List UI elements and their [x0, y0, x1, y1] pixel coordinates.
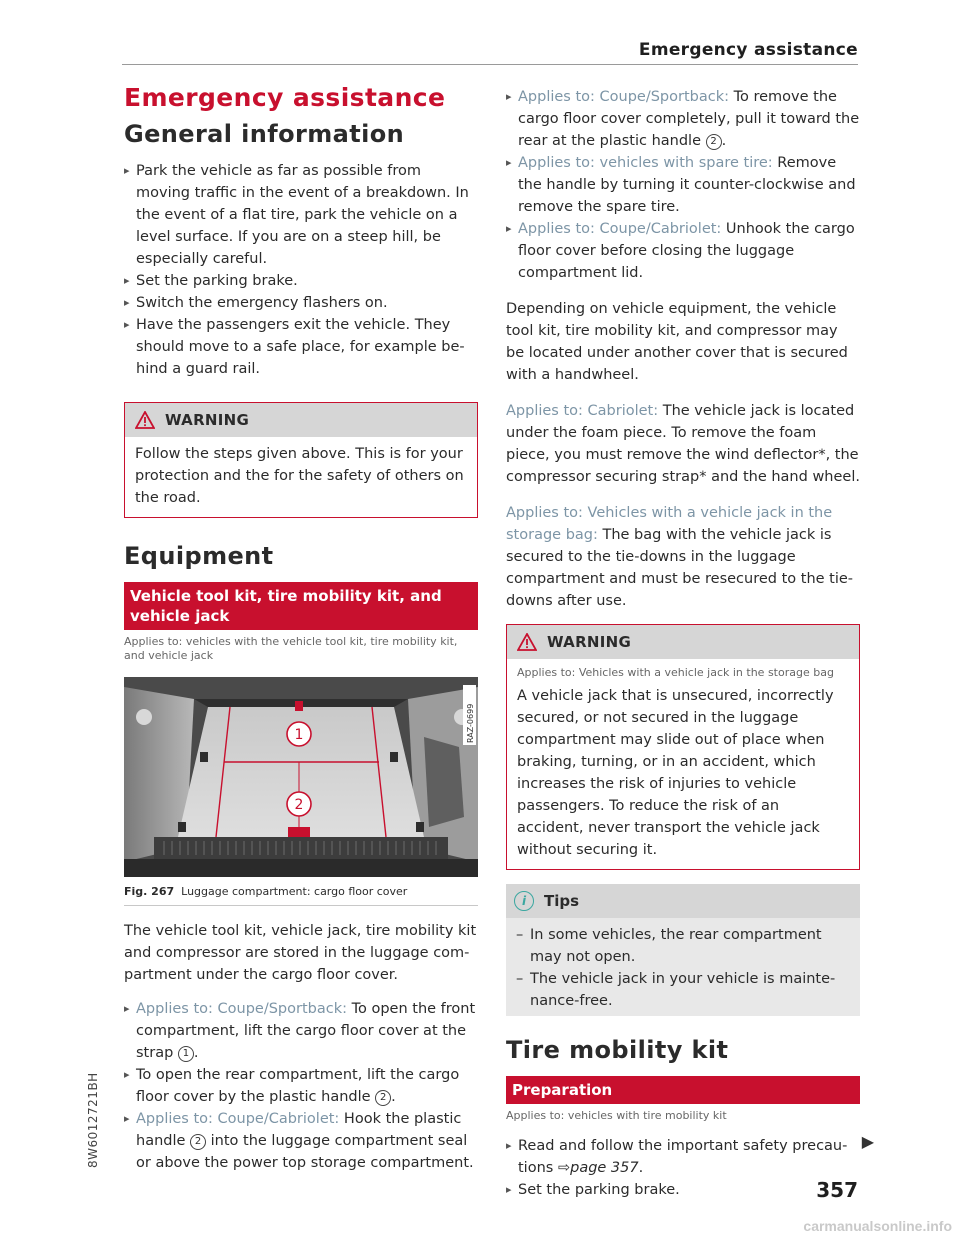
- paragraph-storage: The vehicle tool kit, vehicle jack, tire mobility kit and compressor are stored in the luggage compartment under the cargo floor cover.: [124, 923, 477, 983]
- paragraph-depending: Depending on vehicle equipment, the vehicle tool kit, tire mobility kit, and compressor may be located under another cover that is secured with a handwheel.: [506, 301, 848, 383]
- warning-header: [507, 625, 859, 659]
- callout-2-label: 2: [294, 797, 304, 813]
- warning-body: [507, 659, 859, 869]
- page-number: 357: [816, 1178, 858, 1202]
- applies-label: Applies to: Coupe/Cabriolet:: [136, 1111, 340, 1127]
- step-text: .: [391, 1089, 396, 1105]
- callout-2: [287, 792, 311, 816]
- tips-header: [506, 884, 860, 918]
- page-ref-arrow-icon: ⇨: [557, 1160, 571, 1176]
- step-text: Unhook the cargo floor cover before closing the luggage compartment lid.: [518, 221, 855, 281]
- warning-box: [124, 402, 478, 518]
- callout-1: [287, 722, 311, 746]
- continue-arrow-icon: ▶: [861, 1132, 874, 1151]
- warning-body: Follow the steps given above. This is for your protection and the for the safety of others on the road.: [135, 446, 464, 506]
- figure-code: RAZ-0699: [466, 703, 475, 743]
- right-column: [506, 86, 860, 1201]
- figure-luggage-compartment: [124, 677, 478, 877]
- paragraph-text: The vehicle jack is located under the foam piece. To remove the foam piece, you must remove the wind deflector*, the compressor securing strap* and the hand wheel.: [506, 403, 860, 485]
- step-text: Hook the plastic handle: [136, 1111, 462, 1149]
- section-title-tire-mobility: Tire mobility kit: [506, 1036, 729, 1064]
- tips-box: [506, 884, 860, 1016]
- page-ref-link[interactable]: page 357: [570, 1160, 639, 1176]
- applies-label: Applies to: Coupe/Sportback:: [136, 1001, 347, 1017]
- list-item: [124, 1064, 478, 1108]
- caption-rule: [124, 905, 478, 906]
- paragraph-cabriolet: [506, 400, 860, 488]
- tips-body: [506, 918, 860, 1016]
- chapter-title: Emergency assistance: [124, 83, 446, 112]
- figure-caption: [124, 885, 478, 899]
- tips-title: Tips: [544, 892, 580, 910]
- paragraph-text: The bag with the vehicle jack is secured to the tie-downs in the luggage compartment and must be resecured to the tie-downs after use.: [506, 527, 854, 609]
- list-item: [506, 1135, 860, 1179]
- tip-item: – In some vehicles, the rear compartment may not open.: [516, 924, 850, 968]
- warning-title: WARNING: [547, 633, 632, 651]
- warning-header: [125, 403, 477, 437]
- subsection-bar: Vehicle tool kit, tire mobility kit, and vehicle jack: [124, 582, 478, 630]
- warning-applies: Applies to: Vehicles with a vehicle jack in the storage bag: [517, 666, 834, 679]
- step-text: .: [721, 133, 727, 149]
- step-text: into the luggage compartment seal or above the power top storage compartment.: [136, 1133, 474, 1171]
- list-item: [506, 218, 860, 284]
- header-rule: [122, 64, 858, 65]
- step-text: Read and follow the important safety precautions: [518, 1138, 848, 1176]
- step-text: .: [193, 1045, 199, 1061]
- callout-ref-1: 1: [178, 1046, 194, 1062]
- paragraph-storage-bag: [506, 502, 860, 612]
- list-item: ▸ Switch the emergency flashers on.: [124, 292, 478, 314]
- left-column: [124, 82, 478, 1174]
- applies-note: Applies to: vehicles with the vehicle tool kit, tire mobility kit, and vehicle jack: [124, 635, 458, 662]
- list-item: ▸ Park the vehicle as far as possible from moving traffic in the event of a breakdown. In the event of a flat tire, park the vehicle on a level surface. If you are on a steep hill, be especially careful.: [124, 160, 478, 270]
- general-steps: [124, 160, 478, 380]
- warning-box-jack: [506, 624, 860, 870]
- list-item: [124, 998, 478, 1064]
- warning-text: A vehicle jack that is unsecured, incorrectly secured, or not secured in the luggage compartment may slide out of place when braking, turning, or in an accident, which increases the risk of injuries to vehicle passengers. To reduce the risk of an accident, never transport the vehicle jack without securing it.: [517, 688, 834, 858]
- applies-label: Applies to: Coupe/Cabriolet:: [518, 221, 722, 237]
- step-text: To open the front compartment, lift the cargo floor cover at the strap: [136, 1001, 476, 1061]
- luggage-illustration: [124, 677, 478, 877]
- cargo-steps: [124, 998, 478, 1174]
- warning-title: WARNING: [165, 411, 250, 429]
- cargo-steps-continued: [506, 86, 860, 284]
- step-text: To remove the cargo floor cover completely, pull it toward the rear at the plastic handle: [518, 89, 860, 149]
- preparation-steps: [506, 1135, 860, 1201]
- document-code: 8W6012721BH: [86, 1072, 100, 1168]
- step-text: .: [638, 1160, 644, 1176]
- list-item: ▸ Set the parking brake.: [506, 1179, 860, 1201]
- list-item: [124, 1108, 478, 1174]
- applies-label: Applies to: Vehicles with a vehicle jack in the storage bag:: [506, 505, 833, 543]
- applies-label: Applies to: Coupe/Sportback:: [518, 89, 729, 105]
- watermark: carmanualsonline.info: [803, 1218, 952, 1234]
- callout-1-label: 1: [294, 727, 304, 743]
- list-item: ▸ Set the parking brake.: [124, 270, 478, 292]
- section-title-general: General information: [124, 120, 405, 148]
- applies-note: Applies to: vehicles with tire mobility kit: [506, 1109, 727, 1122]
- callout-ref-2: 2: [375, 1090, 391, 1106]
- running-header: Emergency assistance: [638, 40, 858, 60]
- figure-label: Fig. 267: [124, 885, 175, 898]
- step-text: To open the rear compartment, lift the cargo floor cover by the plastic handle: [136, 1067, 460, 1105]
- list-item: [506, 152, 860, 218]
- figure-caption-text: Luggage compartment: cargo floor cover: [181, 885, 408, 898]
- list-item: [506, 86, 860, 152]
- warning-icon: [517, 633, 537, 651]
- list-item: ▸ Have the passengers exit the vehicle. They should move to a safe place, for example behind a guard rail.: [124, 314, 478, 380]
- step-text: Remove the handle by turning it counter-clockwise and remove the spare tire.: [518, 155, 856, 215]
- callout-ref-2: 2: [706, 134, 722, 150]
- section-title-equipment: Equipment: [124, 542, 274, 570]
- applies-label: Applies to: Cabriolet:: [506, 403, 659, 419]
- callout-ref-2: 2: [190, 1134, 206, 1150]
- info-icon: i: [514, 891, 534, 911]
- warning-icon: [135, 411, 155, 429]
- tip-item: – The vehicle jack in your vehicle is maintenance-free.: [516, 968, 850, 1012]
- applies-label: Applies to: vehicles with spare tire:: [518, 155, 773, 171]
- subsection-bar-preparation: Preparation: [506, 1076, 860, 1104]
